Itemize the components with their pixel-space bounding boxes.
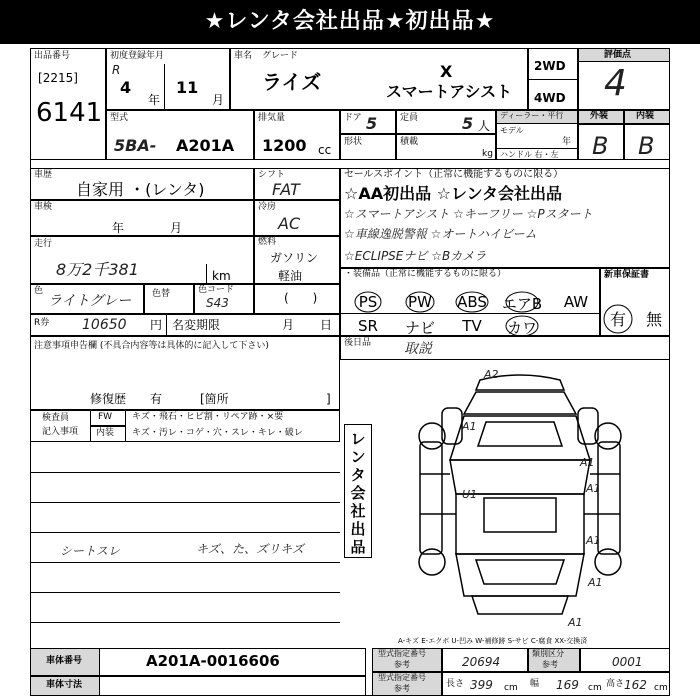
inspector-label: 検査員 xyxy=(42,413,70,423)
fuel-other: ( ) xyxy=(284,291,318,305)
color-value: ライトグレー xyxy=(48,293,132,309)
fuel-gas: ガソリン xyxy=(270,251,319,265)
mileage-unit: km xyxy=(212,269,231,283)
equip-abs: ABS xyxy=(457,293,487,311)
doors-value: 5 xyxy=(366,114,378,133)
dealer-model-label: モデル xyxy=(500,126,524,135)
registration-month-unit: 月 xyxy=(212,93,225,107)
exterior-score: B xyxy=(592,132,609,160)
inspector-fw-text: キズ・飛石・ヒビ割・リペア跡・×要 xyxy=(132,412,284,422)
selling-points-title: セールスポイント（正常に機能するものに限る） xyxy=(344,169,564,180)
lot-sub-number: [2215] xyxy=(38,71,78,85)
dimension-label: 車体寸法 xyxy=(46,680,83,690)
dealer-year-unit: 年 xyxy=(562,137,572,147)
after-sale-box xyxy=(340,336,670,360)
width-unit: cm xyxy=(588,683,602,693)
lot-number: 6141 xyxy=(36,98,103,128)
capacity-value: 5 xyxy=(462,114,474,133)
inspector-interior-text: キズ・汚レ・コゲ・穴・スレ・キレ・破レ xyxy=(132,428,303,438)
damage-legend: A-キズ E-エクボ U-凹み W-補修跡 S-サビ C-腐食 XX-交換済 xyxy=(398,637,588,645)
equip-tv: TV xyxy=(462,317,482,335)
inspector-comment-scratch: キズ、た、ズリキズ xyxy=(196,542,304,556)
type-label: 型式 xyxy=(110,113,129,123)
type-code: A201A xyxy=(176,136,235,155)
damage-mark-fender-left: A1 xyxy=(462,420,477,433)
model-grade-line1: X xyxy=(440,62,453,81)
color-code: S43 xyxy=(206,296,229,310)
damage-mark-quarter-right: A1 xyxy=(586,534,601,547)
mileage-value: 8万2千381 xyxy=(56,260,139,279)
registration-label: 初度登録年月 xyxy=(110,51,165,61)
equip-sr: SR xyxy=(358,317,378,335)
selling-points-headline: ☆AA初出品 ☆レンタ会社出品 xyxy=(344,184,562,203)
type-cert-sub-2: 参考 xyxy=(394,684,410,693)
type-cert-label: 型式指定番号 xyxy=(378,649,426,658)
history-value: 自家用 ・(レンタ) xyxy=(76,180,205,199)
repair-location-label: [箇所 xyxy=(200,392,229,406)
damage-mark-fender-right: A1 xyxy=(580,456,595,469)
inspector-fw: FW xyxy=(98,412,113,422)
damage-mark-rear-bumper: A1 xyxy=(568,616,583,629)
vin-label: 車体番号 xyxy=(46,656,83,666)
after-sale-label: 後日品 xyxy=(344,338,372,348)
fuel-diesel: 軽油 xyxy=(278,269,303,283)
registration-era: R xyxy=(112,63,121,77)
ac-label: 冷房 xyxy=(258,202,277,212)
type-cert-label-2: 型式指定番号 xyxy=(378,673,426,682)
type-cert-value: 20694 xyxy=(462,655,501,669)
auction-banner: ★レンタ会社出品★初出品★ xyxy=(0,0,700,44)
recycle-value: 10650 xyxy=(82,317,127,333)
fuel-label: 燃料 xyxy=(258,237,277,247)
equip-aw: AW xyxy=(563,293,589,311)
color-code-label: 色コード xyxy=(198,285,235,295)
interior-label: 内装 xyxy=(636,111,655,121)
displacement-label: 排気量 xyxy=(258,113,286,123)
repair-location-close: ] xyxy=(326,392,331,406)
height-unit: cm xyxy=(654,683,668,693)
width-label: 幅 xyxy=(530,679,540,689)
length-unit: cm xyxy=(504,683,518,693)
selling-points-line2: ☆車線逸脱警報 ☆オートハイビーム xyxy=(344,227,537,241)
vin-value: A201A-0016606 xyxy=(146,652,280,670)
notes-label: 注意事項申告欄 (不具合内容等は具体的に記入して下さい) xyxy=(34,341,269,351)
repair-history-label: 修復歴 xyxy=(90,392,127,406)
type-cert-sub: 参考 xyxy=(394,660,410,669)
color-change-label: 色替 xyxy=(152,289,171,299)
inspector-notes-label: 記入事項 xyxy=(42,427,79,437)
capacity-label: 定員 xyxy=(400,113,419,123)
load-label: 積載 xyxy=(400,137,419,147)
damage-mark-rear-right: A1 xyxy=(588,576,603,589)
recycle-unit: 円 xyxy=(150,318,163,332)
type-prefix: 5BA- xyxy=(114,136,157,155)
damage-mark-front-bumper: A2 xyxy=(484,368,499,381)
equipment-title: ・装備品（正常に機能するものに限る） xyxy=(344,269,507,279)
length-value: 399 xyxy=(470,678,493,692)
manual-yes: 有 xyxy=(610,310,627,329)
equip-leather: カワ xyxy=(506,319,537,337)
name-change-month: 月 xyxy=(282,318,295,332)
recycle-label: R券 xyxy=(34,318,50,328)
history-label: 車歴 xyxy=(34,170,53,180)
selling-points-line3: ☆ECLIPSEナビ ☆Bカメラ xyxy=(344,249,487,263)
name-change-day: 日 xyxy=(320,318,333,332)
model-name: ライズ xyxy=(262,70,322,94)
equipment-circles xyxy=(340,286,600,336)
registration-year-unit: 年 xyxy=(148,93,161,107)
equip-airbag: エアB xyxy=(501,295,543,313)
drive-2wd: 2WD xyxy=(534,59,566,73)
after-sale-value: 取説 xyxy=(404,341,432,357)
doors-label: ドア xyxy=(344,113,362,123)
score-label: 評価点 xyxy=(604,50,632,60)
class-value: 0001 xyxy=(612,655,643,669)
shift-label: シフト xyxy=(258,170,286,180)
manual-circle xyxy=(600,302,640,336)
exterior-label: 外装 xyxy=(590,111,609,121)
score-value: 4 xyxy=(604,63,627,104)
displacement-value: 1200 xyxy=(262,136,307,155)
equip-navi: ナビ xyxy=(404,319,435,337)
color-label: 色 xyxy=(34,286,44,296)
height-label: 高さ xyxy=(606,679,625,689)
name-change-label: 名変期限 xyxy=(172,318,221,332)
registration-month: 11 xyxy=(176,78,199,97)
lot-label: 出品番号 xyxy=(34,51,71,61)
model-grade-label: グレード xyxy=(262,51,299,61)
shift-value: FAT xyxy=(272,180,300,199)
ac-value: AC xyxy=(278,214,301,233)
dealer-label: ディーラー・平行 xyxy=(500,111,564,120)
damage-mark-door-left: U1 xyxy=(462,488,478,501)
inspector-interior: 内装 xyxy=(96,428,115,438)
width-value: 169 xyxy=(556,678,579,692)
rental-stamp-text: レンタ会社出品 xyxy=(350,430,366,556)
height-value: 162 xyxy=(624,678,647,692)
class-sub: 参考 xyxy=(542,660,558,669)
damage-mark-door-right: A1 xyxy=(586,482,601,495)
displacement-unit: cc xyxy=(318,143,332,157)
car-damage-diagram xyxy=(380,364,660,630)
model-grade-line2: スマートアシスト xyxy=(386,82,513,101)
inspection-year: 年 xyxy=(112,221,125,235)
inspection-label: 車検 xyxy=(34,202,53,212)
model-name-label: 車名 xyxy=(234,51,253,61)
class-label: 類別区分 xyxy=(532,649,564,658)
drive-4wd: 4WD xyxy=(534,91,566,105)
load-unit: kg xyxy=(482,149,493,159)
manual-no: 無 xyxy=(646,310,663,329)
repair-history-yes: 有 xyxy=(150,392,163,406)
interior-score: B xyxy=(638,132,655,160)
length-label: 長さ xyxy=(446,679,465,689)
shape-label: 形状 xyxy=(344,137,363,147)
manual-label: 新車保証書 xyxy=(604,270,650,280)
inspection-month: 月 xyxy=(170,221,183,235)
equip-ps: PS xyxy=(358,293,378,311)
mileage-label: 走行 xyxy=(34,239,53,249)
inspector-comment-seat: シートスレ xyxy=(60,544,120,558)
equip-pw: PW xyxy=(408,293,432,311)
selling-points-line1: ☆スマートアシスト ☆キーフリー ☆Pスタート xyxy=(344,207,593,221)
capacity-unit: 人 xyxy=(478,119,491,133)
dealer-handle: ハンドル 右・左 xyxy=(500,150,559,159)
registration-year: 4 xyxy=(120,78,132,97)
inspection-box xyxy=(30,200,254,236)
